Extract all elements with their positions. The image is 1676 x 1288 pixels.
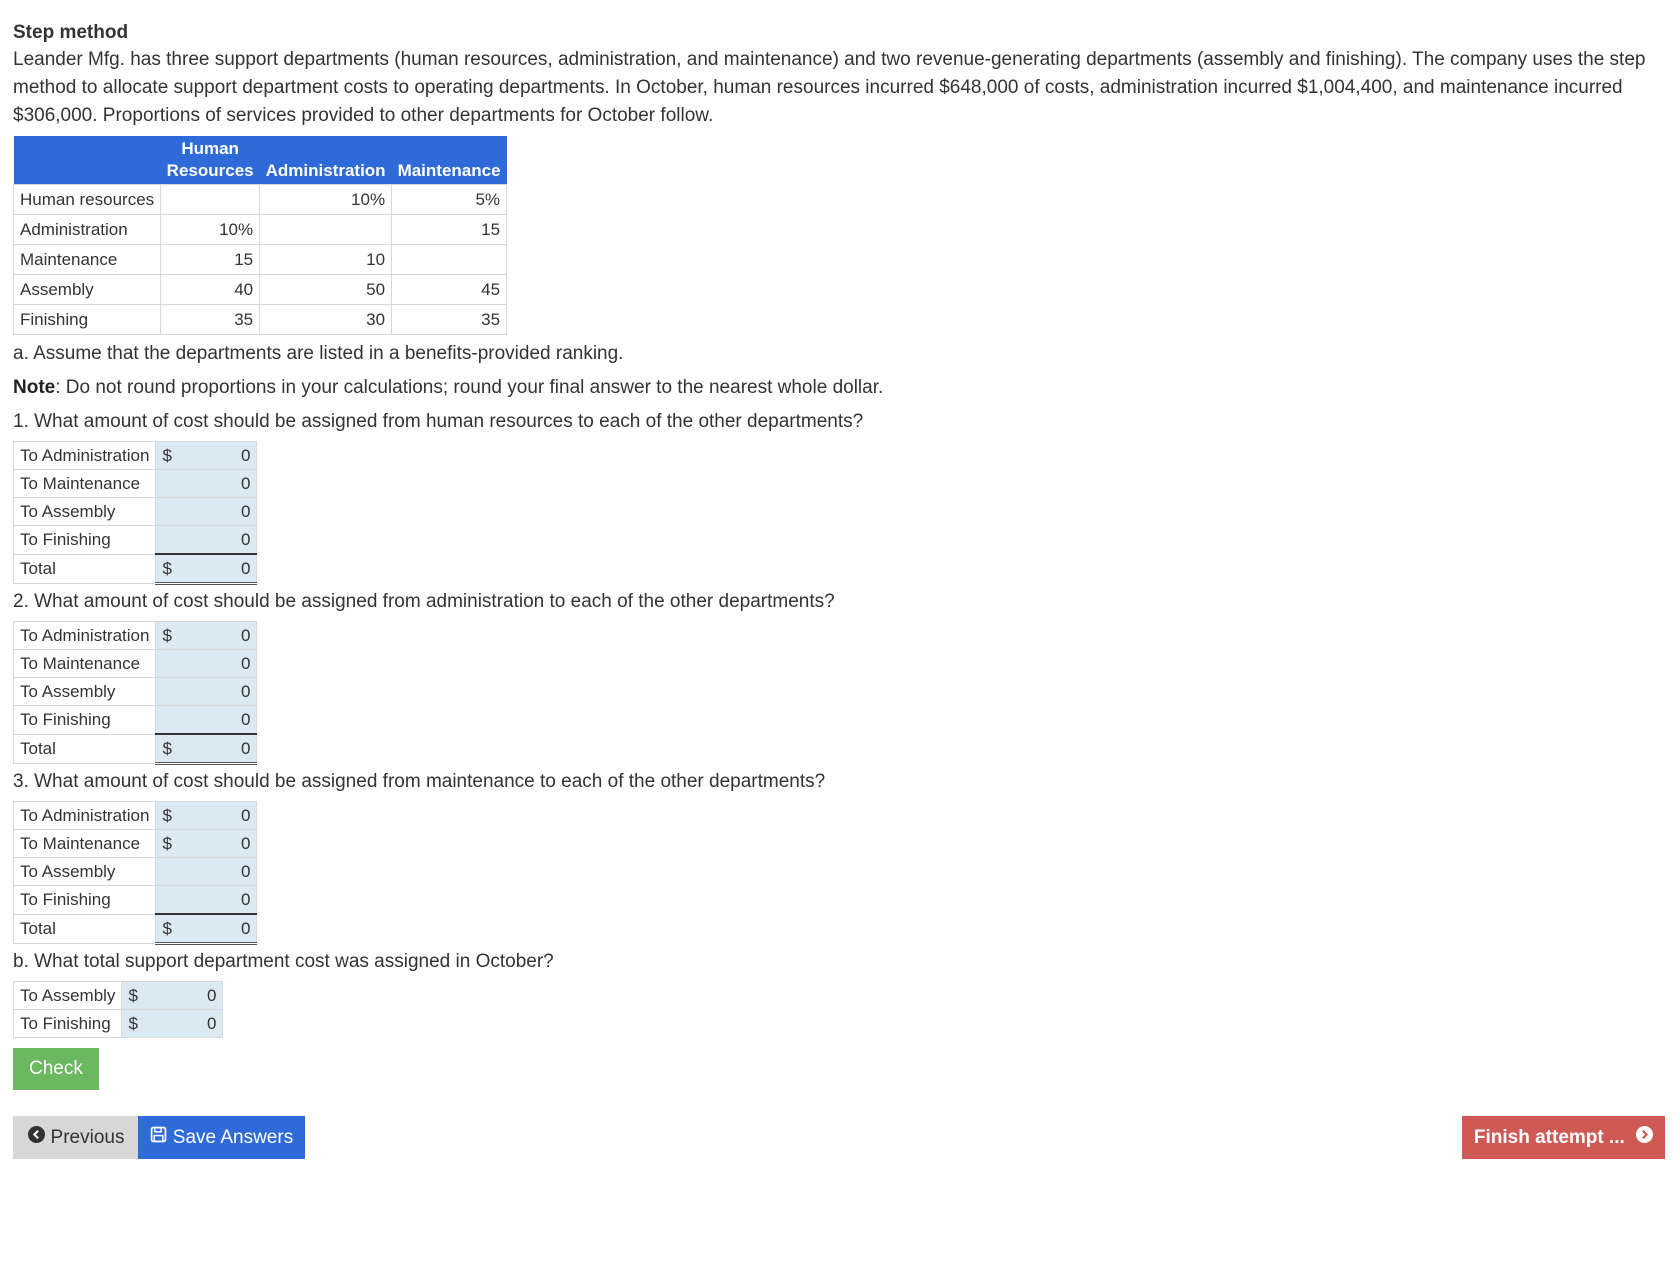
check-button[interactable]: Check [13, 1048, 99, 1090]
answer-label: To Maintenance [14, 470, 156, 498]
answer-row [14, 526, 257, 555]
answer-row [14, 470, 257, 498]
q2-text: 2. What amount of cost should be assigned from administration to each of the other departments? [13, 591, 835, 612]
save-answers-button[interactable] [138, 1116, 305, 1159]
row-label: Human resources [14, 185, 161, 215]
q1-to-maintenance-input[interactable]: 0 [156, 470, 257, 498]
previous-label: Previous [50, 1127, 125, 1148]
q1-to-assembly-input[interactable]: 0 [156, 498, 257, 526]
part-b-answer-table [13, 981, 223, 1038]
cell-admin: 10 [260, 245, 392, 275]
cell-maint: 35 [392, 305, 507, 335]
note-body: : Do not round proportions in your calculations; round your final answer to the nearest whole dollar. [55, 377, 884, 398]
row-label: Finishing [14, 305, 161, 335]
header-blank [14, 136, 161, 185]
question-title: Step method [13, 22, 129, 43]
answer-row [14, 982, 223, 1010]
q2-to-finishing-input[interactable]: 0 [156, 706, 257, 735]
navigation-bar [13, 1116, 1665, 1160]
answer-label: To Administration [14, 622, 156, 650]
cell-maint: 5% [392, 185, 507, 215]
finish-attempt-button[interactable] [1462, 1116, 1665, 1159]
cell-admin [260, 215, 392, 245]
cell-hr: 10% [161, 215, 260, 245]
answer-label: To Assembly [14, 498, 156, 526]
table-row [14, 245, 507, 275]
row-label: Maintenance [14, 245, 161, 275]
q1-to-finishing-input[interactable]: 0 [156, 526, 257, 555]
answer-row [14, 706, 257, 735]
answer-row [14, 886, 257, 915]
header-hr-line2: Resources [166, 161, 254, 180]
save-label: Save Answers [172, 1127, 294, 1148]
q3-to-maintenance-input[interactable]: $ 0 [156, 830, 257, 858]
answer-total-row [14, 914, 257, 944]
answer-label: To Administration [14, 442, 156, 470]
answer-row [14, 498, 257, 526]
chevron-left-circle-icon [28, 1116, 45, 1159]
answer-row [14, 650, 257, 678]
cell-maint [392, 245, 507, 275]
answer-label: To Assembly [14, 858, 156, 886]
answer-row [14, 802, 257, 830]
q2-to-assembly-input[interactable]: 0 [156, 678, 257, 706]
q3-total-input[interactable]: $ 0 [156, 914, 257, 944]
answer-row [14, 1010, 223, 1038]
answer-label: To Assembly [14, 982, 122, 1010]
q1-answer-table [13, 441, 257, 585]
answer-label: To Maintenance [14, 650, 156, 678]
answer-label: To Assembly [14, 678, 156, 706]
part-a-text: a. Assume that the departments are listed in a benefits-provided ranking. [13, 343, 624, 364]
q2-answer-table [13, 621, 257, 765]
cell-admin: 10% [260, 185, 392, 215]
header-human-resources [161, 136, 260, 185]
previous-button[interactable] [13, 1116, 139, 1159]
answer-label: Total [14, 914, 156, 944]
q2-to-maintenance-input[interactable]: 0 [156, 650, 257, 678]
proportions-table [13, 136, 507, 335]
q1-text: 1. What amount of cost should be assigned from human resources to each of the other departments? [13, 411, 864, 432]
table-row [14, 185, 507, 215]
b-to-finishing-input[interactable]: $ 0 [122, 1010, 223, 1038]
cell-hr: 15 [161, 245, 260, 275]
cell-hr: 40 [161, 275, 260, 305]
table-row [14, 275, 507, 305]
answer-row [14, 678, 257, 706]
answer-label: To Administration [14, 802, 156, 830]
b-to-assembly-input[interactable]: $ 0 [122, 982, 223, 1010]
q2-total-input[interactable]: $ 0 [156, 734, 257, 764]
answer-row [14, 858, 257, 886]
row-label: Assembly [14, 275, 161, 305]
q3-to-finishing-input[interactable]: 0 [156, 886, 257, 915]
table-row [14, 215, 507, 245]
cell-hr: 35 [161, 305, 260, 335]
floppy-disk-icon [150, 1116, 167, 1159]
q1-to-administration-input[interactable]: $ 0 [156, 442, 257, 470]
question-area [13, 20, 1668, 1090]
part-b-text: b. What total support department cost was assigned in October? [13, 951, 554, 972]
cell-maint: 45 [392, 275, 507, 305]
answer-label: To Finishing [14, 886, 156, 915]
note-label: Note [13, 377, 56, 398]
q3-to-assembly-input[interactable]: 0 [156, 858, 257, 886]
header-administration: Administration [260, 136, 392, 185]
q3-text: 3. What amount of cost should be assigned from maintenance to each of the other departments? [13, 771, 826, 792]
answer-total-row [14, 554, 257, 584]
q1-total-input[interactable]: $ 0 [156, 554, 257, 584]
answer-label: To Finishing [14, 1010, 122, 1038]
cell-hr [161, 185, 260, 215]
answer-row [14, 830, 257, 858]
answer-row [14, 442, 257, 470]
answer-label: To Finishing [14, 706, 156, 735]
cell-admin: 50 [260, 275, 392, 305]
cell-maint: 15 [392, 215, 507, 245]
row-label: Administration [14, 215, 161, 245]
answer-label: Total [14, 734, 156, 764]
answer-label: To Maintenance [14, 830, 156, 858]
answer-label: Total [14, 554, 156, 584]
header-maintenance: Maintenance [392, 136, 507, 185]
q2-to-administration-input[interactable]: $ 0 [156, 622, 257, 650]
answer-total-row [14, 734, 257, 764]
cell-admin: 30 [260, 305, 392, 335]
answer-row [14, 622, 257, 650]
question-intro: Leander Mfg. has three support departments (human resources, administration, and maintenance) and two revenue-generating departments (assembly and finishing). The company uses the step method to allocate support department costs to operating departments. In October, human resources incurred $648,000 of costs, administration incurred $1,004,400, and maintenance incurred $306,000. Proportions of services provided to other departments for October follow. [13, 49, 1646, 126]
q3-to-administration-input[interactable]: $ 0 [156, 802, 257, 830]
note-text [13, 375, 1668, 401]
chevron-right-circle-icon [1636, 1116, 1653, 1159]
header-hr-line1: Human [181, 139, 239, 158]
table-row [14, 305, 507, 335]
answer-label: To Finishing [14, 526, 156, 555]
q3-answer-table [13, 801, 257, 945]
finish-label: Finish attempt ... [1473, 1127, 1625, 1148]
